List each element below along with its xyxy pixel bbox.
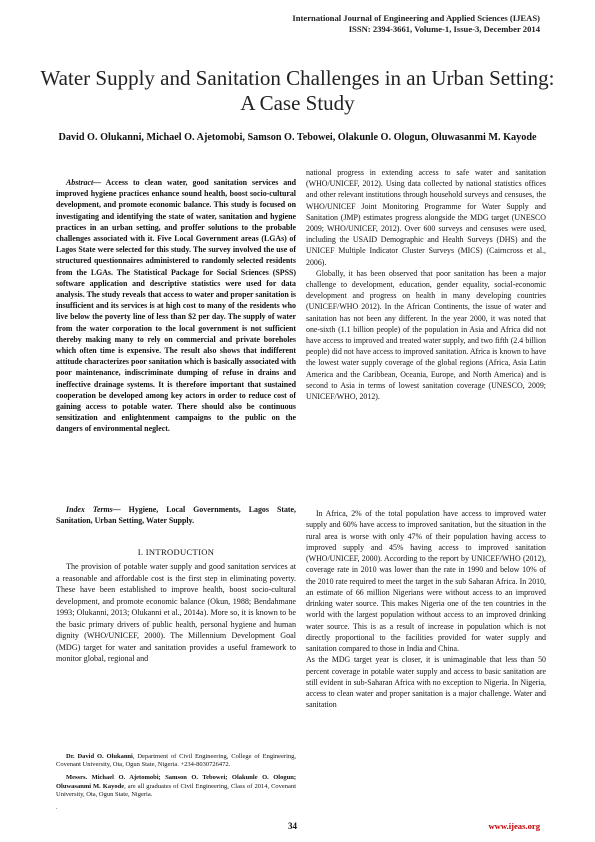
- paper-title: Water Supply and Sanitation Challenges in an Urban Setting: A Case Study: [40, 66, 555, 115]
- journal-header: [292, 13, 540, 35]
- right-paragraph-4: As the MDG target year is closer, it is unimaginable that less than 50 percent coverage in potable water supply and access to basic sanitation are still evident in sub-Saharan Africa with no exception to Nigeria. In Nigeria, access to clean water and proper sanitation is a major challenge. Water and sanitation: [306, 655, 546, 710]
- footnote-others-text: , are all graduates of Civil Engineering, Class of 2014, Covenant University, Ota, Ogun State, Nigeria.: [56, 782, 296, 798]
- footnote-dot: .: [56, 804, 58, 812]
- footnote-author1-name: Dr. David O. Olukanni: [66, 753, 133, 760]
- index-terms: [56, 504, 296, 526]
- section-heading-introduction: I. INTRODUCTION: [137, 547, 215, 557]
- journal-name: International Journal of Engineering and Applied Sciences (IJEAS): [292, 13, 540, 23]
- journal-website-link[interactable]: www.ijeas.org: [488, 821, 540, 831]
- index-terms-lead: Index Terms—: [66, 505, 121, 514]
- abstract-lead: Abstract—: [66, 178, 102, 187]
- introduction-body: [56, 561, 296, 665]
- right-paragraph-3: In Africa, 2% of the total population have access to improved water supply and 60% have access to improved sanitation, but the situation in the rural area is worse with only 47% of their population having access to improved supply and 45% having access to improved sanitation (WHO/UNICEF, 2000). According to the report by UNICEF/WHO (2012), coverage rate in 2010 was lower than the rate in 1990 and below 10% of the 2010 rate required to meet the target in the sub Saharan Africa. In 2010, an estimate of 66 million Nigerians were without access to an improved drinking water source. This makes Nigeria one of the ten countries in the world with the largest population without access to an improved drinking water source. This is as a result of increase in population which is not directly proportional to the facilities provided for water supply and sanitation compared to those in India and China.: [306, 509, 546, 653]
- right-column-bottom: [306, 508, 546, 711]
- footnote-others: [56, 774, 296, 799]
- abstract-text: Access to clean water, good sanitation services and improved hygiene practices enhance sound health, boost socio-cultural development, and promote economic balance. This study is focused on investigating and identifying the state of water, sanitation and hygiene practices in an urban setting, and proffer solutions to the probable challenges associated with it. Five Local Government areas (LGAs) of Lagos State were selected for this study. The survey involved the use of structured questionnaires administered to randomly selected residents from the LGAs. The Statistical Package for Social Sciences (SPSS) software application and descriptive statistics were used for data analysis. The study reveals that access to water and proper sanitation is insufficient and its services is at high cost to many of the residents who live below the poverty line of less than $2 per day. The supply of water from the water corporation to the local government is not sufficient thereby making many to rely on commercial and private boreholes which often time is expensive. The result also shows that indifferent attitude characterizes poor sanitation which is basically associated with poor maintenance, indiscriminate dumping of refuse in drains and ineffective drainage systems. It is therefore important that sustained cooperation be developed among key actors in order to reduce cost of gaining access to potable water. There should also be continuous sensitization and enlightenment campaigns to the public on the dangers of environmental neglect.: [56, 178, 296, 434]
- journal-issn: ISSN: 2394-3661, Volume-1, Issue-3, December 2014: [348, 24, 540, 34]
- index-terms-text: Hygiene, Local Governments, Lagos State, Sanitation, Urban Setting, Water Supply.: [56, 505, 297, 526]
- right-column-top: [306, 167, 546, 402]
- footnote-others-name: Messrs. Michael O. Ajetomobi; Samson O. Tebowei; Olakunle O. Ologun; Oluwasanmi M. Kayode: [56, 774, 296, 790]
- author-list: David O. Olukanni, Michael O. Ajetomobi, Samson O. Tebowei, Olakunle O. Ologun, Oluwasanmi M. Kayode: [58, 132, 537, 143]
- right-paragraph-2: Globally, it has been observed that poor sanitation has been a major challenge to development, education, gender equality, social-economic development and progress on health in many developing countries (UNICEF/WHO 2012). In the African Continents, the issue of water and sanitation has not been any different. In the year 2000, it was noted that one-sixth (1.1 billion people) of the population in Asia and Africa did not have access to improved and treated water supply, and two fifth (2.4 billion people) did not have access to improved sanitation. Africa is known to have the lowest water supply coverage of the global regions (Africa, Asia Latin America and the Caribbean, Oceania, Europe, and North America) and is second to Asia in terms of lowest sanitation coverage (UNESCO, 2009; UNICEF/WHO, 2012).: [306, 268, 546, 402]
- intro-paragraph: The provision of potable water supply and good sanitation services at a reasonable and affordable cost is the first step in eliminating poverty. These have been established to improve health, boost socio-cultural development, and promote economic balance (Okun, 1988; Bendahmane 1993; Olukanni, 2013; Olukanni et al., 2014a). More so, it is known to be the basic primary drivers of public health, personal hygiene and human dignity (WHO/UNICEF, 2000). The Millennium Development Goal (MDG) target for water and sanitation provides a useful framework to monitor global, regional and: [56, 562, 296, 663]
- author-footnote: [56, 753, 296, 812]
- page-number: 34: [288, 821, 297, 831]
- right-paragraph-1: national progress in extending access to safe water and sanitation (WHO/UNICEF, 2012). Using data collected by national statistics offices and other relevant institutions through household surveys and censuses, the WHO/UNICEF Joint Monitoring Programme for Water Supply and Sanitation (JMP) estimates progress alongside the MDG target (UNESCO 2009; WHO/UNICEF, 2012). Over 600 surveys and censuses were used, including the USAID Demographic and Health Surveys (DHS) and the UNICEF Multiple Indicator Cluster Surveys (MICS) (Cairncross et al., 2006).: [306, 168, 546, 267]
- abstract-block: [56, 177, 296, 435]
- abstract: [56, 177, 296, 435]
- footnote-author1: [56, 753, 296, 769]
- footnote-author1-text: , Department of Civil Engineering, College of Engineering, Covenant University, Ota, Ogun State, Nigeria. +234-8030726472.: [56, 753, 297, 769]
